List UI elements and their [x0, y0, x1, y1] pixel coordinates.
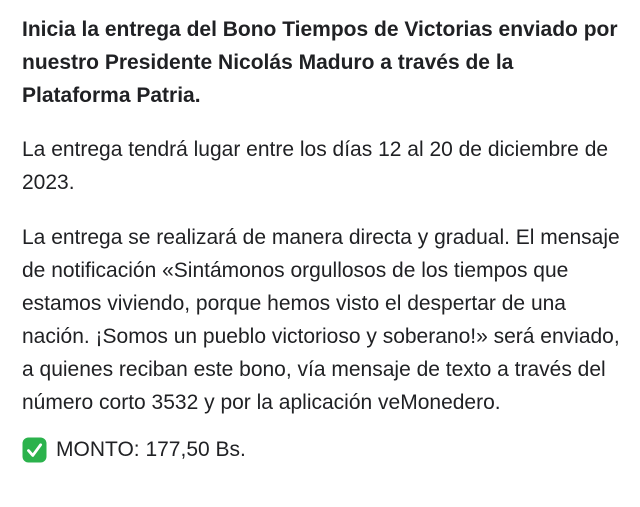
check-mark-icon: [22, 437, 47, 463]
amount-row: [22, 433, 622, 466]
intro-paragraph: Inicia la entrega del Bono Tiempos de Victorias enviado por nuestro Presidente Nicolás Maduro a través de la Plataforma Patria.: [22, 18, 618, 107]
delivery-dates-paragraph: La entrega tendrá lugar entre los días 12 al 20 de diciembre de 2023.: [22, 138, 609, 194]
delivery-details-paragraph: La entrega se realizará de manera directa y gradual. El mensaje de notificación «Sintámonos orgullosos de los tiempos que estamos viviendo, porque hemos visto el despertar de una nación. ¡Somos un pueblo victorioso y soberano!» será enviado, a quienes reciban este bono, vía mensaje de texto a través del número corto 3532 y por la aplicación veMonedero.: [22, 226, 620, 414]
amount-label: MONTO: 177,50 Bs.: [56, 438, 246, 461]
